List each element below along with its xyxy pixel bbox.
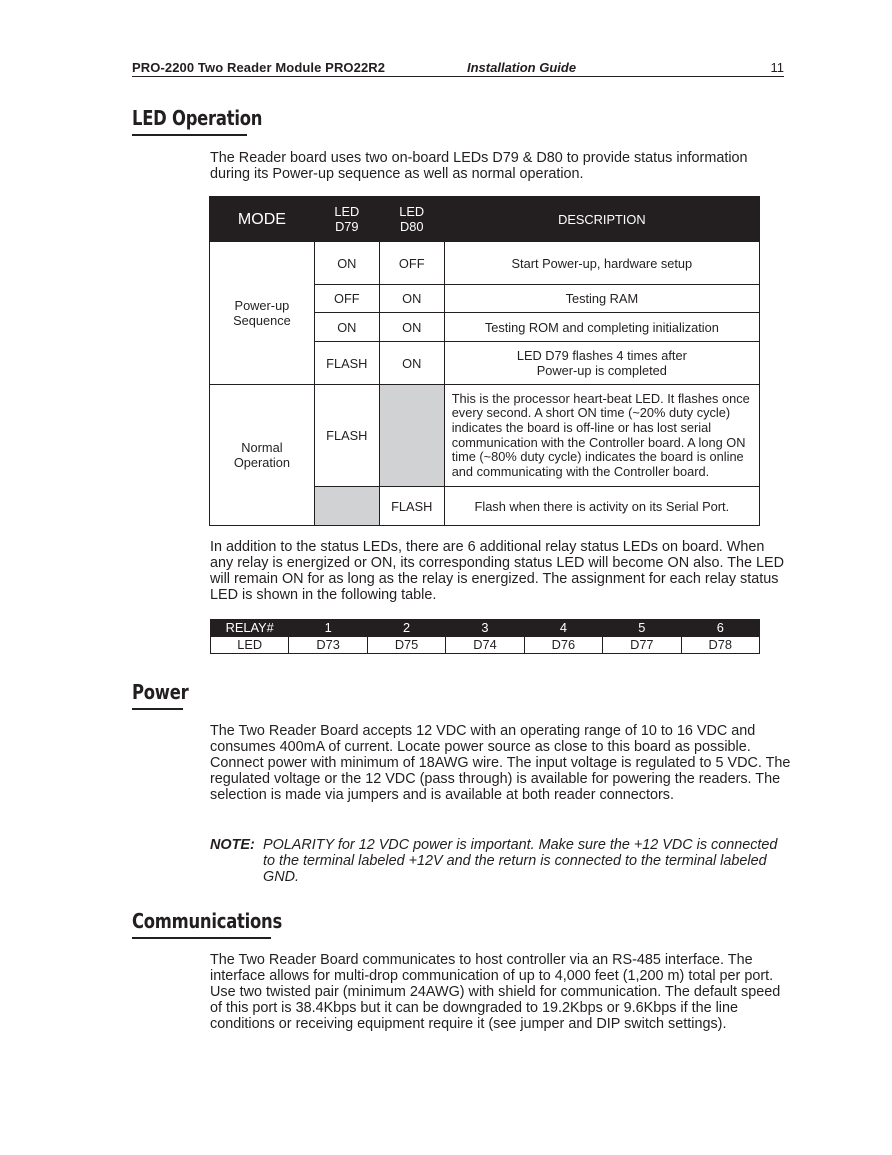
d79-cell: FLASH [314,342,379,385]
description-cell: This is the processor heart-beat LED. It flashes once every second. A short ON time (~20% duty cycle) indicates the board is off-line or has lost serial communication with the Controller board. A long ON time (~80% duty cycle) indicates the board is online and communicating with the Controller board. [444,385,759,487]
relay-intro-paragraph [210,539,795,603]
note-label: NOTE: [210,837,255,853]
text-line: selection is made via jumpers and is available at both reader connectors. [210,787,674,803]
relay-header-cell: 3 [446,620,524,637]
guide-title: Installation Guide [467,60,577,75]
table-row [210,385,760,487]
relay-led-cell: D78 [681,637,759,654]
relay-header-cell: 6 [681,620,759,637]
relay-header-cell: 4 [524,620,602,637]
section-heading-power: Power [132,680,189,704]
relay-header-cell: RELAY# [211,620,289,637]
table-header-row [210,197,760,242]
d80-cell-empty [379,385,444,487]
d80-cell: ON [379,313,444,342]
text-line: consumes 400mA of current. Locate power source as close to this board as possible. [210,739,751,755]
relay-led-row [211,637,760,654]
d80-cell: ON [379,285,444,313]
table-row [210,242,760,285]
header-led-d80: LED D80 [379,197,444,242]
relay-led-cell: D73 [289,637,367,654]
description-cell: Testing RAM [444,285,759,313]
d80-cell: ON [379,342,444,385]
relay-led-cell: D76 [524,637,602,654]
description-cell: Flash when there is activity on its Serial Port. [444,487,759,526]
led-intro-paragraph [210,150,795,182]
d79-cell-empty [314,487,379,526]
text-line: regulated voltage or the 12 VDC (pass through) is available for powering the readers. The [210,771,781,787]
d79-cell: ON [314,313,379,342]
header-description: DESCRIPTION [444,197,759,242]
relay-led-table [210,619,760,654]
text-line: The Two Reader Board communicates to host controller via an RS-485 interface. The [210,952,753,968]
text-line: to the terminal labeled +12V and the return is connected to the terminal labeled [263,853,767,869]
d79-cell: FLASH [314,385,379,487]
relay-led-cell: D75 [367,637,445,654]
text-line: LED is shown in the following table. [210,587,437,603]
text-line: POLARITY for 12 VDC power is important. Make sure the +12 VDC is connected [263,837,778,853]
header-mode: MODE [210,197,315,242]
text-line: Use two twisted pair (minimum 24AWG) with shield for communication. The default speed [210,984,781,1000]
description-cell: LED D79 flashes 4 times after Power-up is completed [444,342,759,385]
text-line: conditions or receiving equipment require it (see jumper and DIP switch settings). [210,1016,727,1032]
communications-paragraph [210,952,795,1032]
text-line: Connect power with minimum of 18AWG wire. The input voltage is regulated to 5 VDC. The [210,755,791,771]
d79-cell: OFF [314,285,379,313]
page-header [132,60,784,77]
power-paragraph [210,723,795,803]
description-cell: Testing ROM and completing initialization [444,313,759,342]
page-number: 11 [770,60,784,75]
heading-underline [132,937,271,939]
relay-led-cell: D77 [603,637,681,654]
section-heading-led-operation: LED Operation [132,106,263,130]
text-line: interface allows for multi-drop communication of up to 4,000 feet (1,200 m) total per port. [210,968,774,984]
text-line: The Reader board uses two on-board LEDs D79 & D80 to provide status information [210,150,748,166]
text-line: of this port is 38.4Kbps but it can be downgraded to 19.2Kbps or 9.6Kbps if the line [210,1000,738,1016]
section-heading-communications: Communications [132,909,282,933]
text-line: will remain ON for as long as the relay is energized. The assignment for each relay status [210,571,779,587]
mode-powerup-sequence: Power-up Sequence [210,242,315,385]
text-line: any relay is energized or ON, its corresponding status LED will become ON also. The LED [210,555,785,571]
description-cell: Start Power-up, hardware setup [444,242,759,285]
d80-cell: OFF [379,242,444,285]
relay-header-cell: 1 [289,620,367,637]
mode-normal-operation: Normal Operation [210,385,315,526]
document-title: PRO-2200 Two Reader Module PRO22R2 [132,60,386,75]
d80-cell: FLASH [379,487,444,526]
text-line: The Two Reader Board accepts 12 VDC with an operating range of 10 to 16 VDC and [210,723,756,739]
heading-underline [132,708,183,710]
relay-header-row [211,620,760,637]
header-led-d79: LED D79 [314,197,379,242]
relay-header-cell: 2 [367,620,445,637]
text-line: during its Power-up sequence as well as normal operation. [210,166,584,182]
text-line: GND. [263,869,299,885]
d79-cell: ON [314,242,379,285]
text-line: In addition to the status LEDs, there are 6 additional relay status LEDs on board. When [210,539,765,555]
relay-header-cell: 5 [603,620,681,637]
led-status-table [209,196,760,526]
relay-led-cell: LED [211,637,289,654]
relay-led-cell: D74 [446,637,524,654]
heading-underline [132,134,247,136]
note-text [263,837,793,885]
